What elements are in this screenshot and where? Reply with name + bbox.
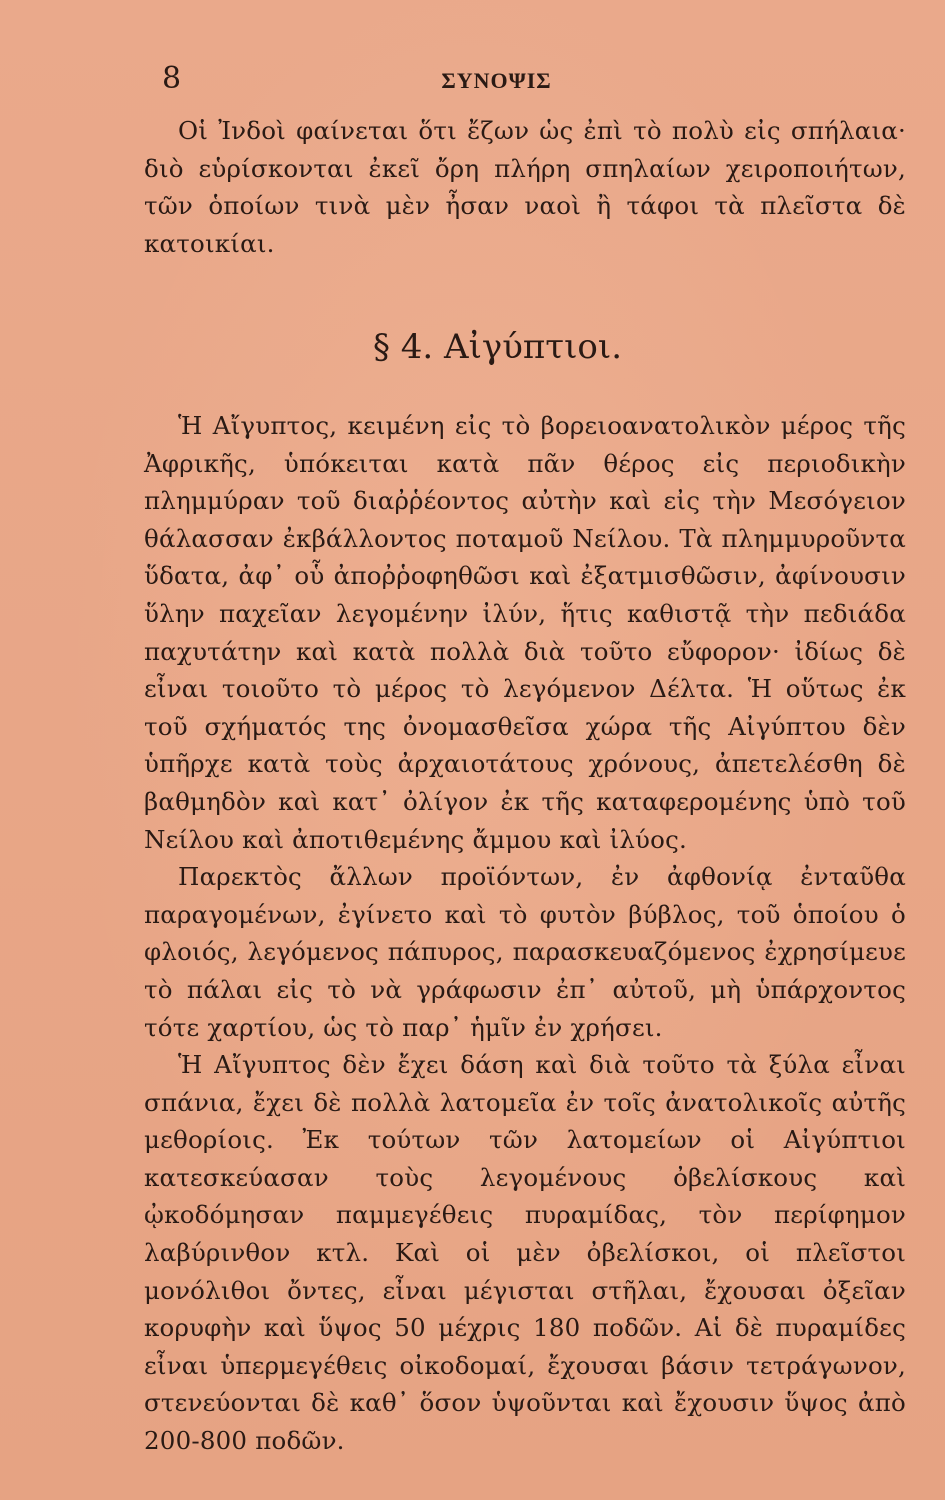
paragraph-nile: Ἡ Αἴγυπτος, κειμένη εἰς τὸ βορειοανατολικὸν μέρος τῆς Ἀφρικῆς, ὑπόκειται κατὰ πᾶν θέρος εἰς περιοδικὴν πλημμύραν τοῦ διαῤῥέοντος αὐτὴν καὶ εἰς τὴν Μεσόγειον θάλασσαν ἐκβάλλοντος ποταμοῦ Νείλου. Τὰ πλημμυροῦντα ὕδατα, ἀφ᾽ οὗ ἀποῤῥοφηθῶσι καὶ ἐξατμισθῶσιν, ἀφίνουσιν ὕλην παχεῖαν λεγομένην ἰλύν, ἥτις καθιστᾷ τὴν πεδιάδα παχυτάτην καὶ κατὰ πολλὰ διὰ τοῦτο εὔφορον· ἰδίως δὲ εἶναι τοιοῦτο τὸ μέρος τὸ λεγόμενον Δέλτα. Ἡ οὕτως ἐκ τοῦ σχήματός της ὀνομασθεῖσα χώρα τῆς Αἰγύπτου δὲν ὑπῆρχε κατὰ τοὺς ἀρχαιοτάτους χρόνους, ἀπετελέσθη δὲ βαθμηδὸν καὶ κατ᾽ ὀλίγον ἐκ τῆς καταφερομένης ὑπὸ τοῦ Νείλου καὶ ἀποτιθεμένης ἄμμου καὶ ἰλύος. [144,411,906,854]
section-body [144,407,906,1460]
paragraph-monuments: Ἡ Αἴγυπτος δὲν ἔχει δάση καὶ διὰ τοῦτο τὰ ξύλα εἶναι σπάνια, ἔχει δὲ πολλὰ λατομεῖα ἐν τοῖς ἀνατολικοῖς αὐτῆς μεθορίοις. Ἐκ τούτων τῶν λατομείων οἱ Αἰγύπτιοι κατεσκεύασαν τοὺς λεγομένους ὀβελίσκους καὶ ᾠκοδόμησαν παμμεγέθεις πυραμίδας, τὸν περίφημον λαβύρινθον κτλ. Καὶ οἱ μὲν ὀβελίσκοι, οἱ πλεῖστοι μονόλιθοι ὄντες, εἶναι μέγισται στῆλαι, ἔχουσαι ὀξεῖαν κορυφὴν καὶ ὕψος 50 μέχρις 180 ποδῶν. Αἱ δὲ πυραμίδες εἶναι ὑπερμεγέθεις οἰκοδομαί, ἔχουσαι βάσιν τετράγωνον, στενεύονται δὲ καθ᾽ ὅσον ὑψοῦνται καὶ ἔχουσιν ὕψος ἀπὸ 200-800 ποδῶν. [144,1050,906,1456]
page-number: 8 [162,61,182,96]
intro-paragraph: Οἱ Ἰνδοὶ φαίνεται ὅτι ἔζων ὡς ἐπὶ τὸ πολὺ εἰς σπήλαια· διὸ εὑρίσκονται ἐκεῖ ὄρη πλήρη σπηλαίων χειροποιήτων, τῶν ὁποίων τινὰ μὲν ἦσαν ναοὶ ἢ τάφοι τὰ πλεῖστα δὲ κατοικίαι. [144,116,906,258]
paragraph-papyrus: Παρεκτὸς ἄλλων προϊόντων, ἐν ἀφθονίᾳ ἐνταῦθα παραγομένων, ἐγίνετο καὶ τὸ φυτὸν βύβλος, τοῦ ὁποίου ὁ φλοιός, λεγόμενος πάπυρος, παρασκευαζόμενος ἐχρησίμευε τὸ πάλαι εἰς τὸ νὰ γράφωσιν ἐπ᾽ αὐτοῦ, μὴ ὑπάρχοντος τότε χαρτίου, ὡς τὸ παρ᾽ ἡμῖν ἐν χρήσει. [144,862,906,1042]
intro-block [144,112,906,262]
running-title: ΣΥΝΟΨΙΣ [441,68,552,93]
section-heading: § 4. Αἰγύπτιοι. [372,327,623,367]
